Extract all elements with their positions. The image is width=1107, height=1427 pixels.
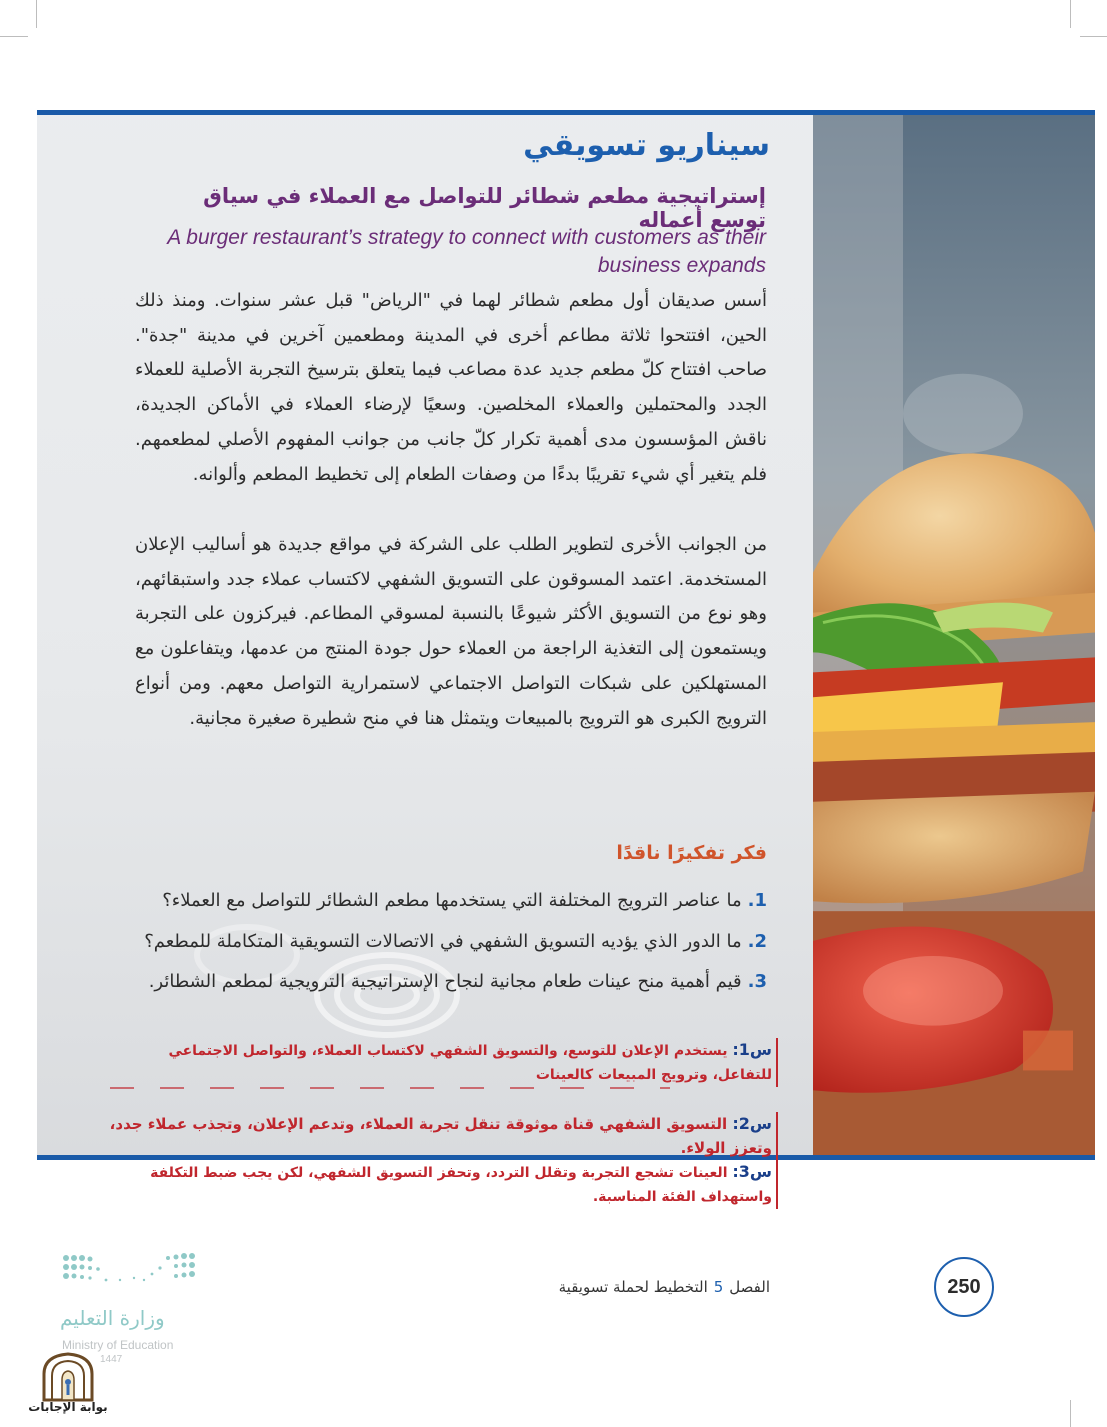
paragraph-1: أسس صديقان أول مطعم شطائر لهما في "الرياض" قبل عشر سنوات. ومنذ ذلك الحين، افتتحوا ثلاثة مطاعم أخرى في المدينة ومطعمين آخرين في مدينة "جدة". صاحب افتتاح كلّ مطعم جديد عدة مصاعب فيما يتعلق بترسيخ التجربة الأصلية للعملاء الجدد والمحتملين والعملاء المخلصين. وسعيًا لإرضاء العملاء في الأماكن الجديدة، ناقش المؤسسون مدى أهمية تكرار كلّ جانب من جوانب المفهوم الأصلي لمطعمهم. فلم يتغير أي شيء تقريبًا بدءًا من وصفات الطعام إلى تخطيط المطعم وألوانه. — [135, 290, 767, 485]
answer-3 — [108, 1160, 778, 1209]
crop-mark-bottom-right — [1070, 1400, 1071, 1427]
answer-1 — [108, 1038, 778, 1087]
watermark-label: بوابة الإجابات — [28, 1400, 108, 1414]
burger-photo — [813, 115, 1095, 1155]
answer-number: س3: — [732, 1162, 772, 1181]
question-text: ما عناصر الترويج المختلفة التي يستخدمها مطعم الشطائر للتواصل مع العملاء؟ — [162, 890, 742, 911]
answer-number: س2: — [732, 1114, 772, 1133]
question-2 — [135, 924, 767, 960]
gate-logo-icon — [40, 1352, 96, 1402]
answer-2 — [108, 1112, 778, 1160]
page-number: 250 — [934, 1257, 994, 1317]
question-text: ما الدور الذي يؤديه التسويق الشفهي في الاتصالات التسويقية المتكاملة للمطعم؟ — [144, 931, 742, 952]
chapter-label: الفصل — [729, 1278, 770, 1296]
subtitle-english: A burger restaurant’s strategy to connect with customers as their business expands — [167, 226, 766, 277]
question-number: 1. — [747, 890, 767, 911]
ministry-name-english: Ministry of Education — [62, 1338, 174, 1352]
answer-text: يستخدم الإعلان للتوسع، والتسويق الشفهي لاكتساب العملاء، والتواصل الاجتماعي للتفاعل، وترويج المبيعات كالعينات — [168, 1043, 772, 1083]
subtitle-arabic: إستراتيجية مطعم شطائر للتواصل مع العملاء في سياق توسع أعماله — [203, 184, 766, 232]
section-title: سيناريو تسويقي — [523, 128, 770, 163]
answer-text: العينات تشجع التجربة وتقلل التردد، وتحفز التسويق الشفهي، لكن يجب ضبط التكلفة واستهداف الفئة المناسبة. — [150, 1165, 772, 1205]
ministry-name-arabic: وزارة التعليم — [60, 1306, 165, 1330]
ministry-logo-icon — [60, 1250, 200, 1290]
crop-mark-top-left-h — [0, 36, 28, 37]
question-3 — [135, 964, 767, 1000]
chapter-number: 5 — [713, 1278, 724, 1296]
answer-number: س1: — [732, 1040, 772, 1059]
question-number: 2. — [747, 931, 767, 952]
question-number: 3. — [747, 971, 767, 992]
answer-underline-dashes — [110, 1086, 670, 1090]
crop-mark-top-right — [1070, 0, 1071, 28]
chapter-title: التخطيط لحملة تسويقية — [558, 1278, 708, 1296]
ministry-year: 1447 — [100, 1354, 123, 1365]
crop-mark-top-right-h — [1080, 36, 1107, 37]
crop-mark-top-left — [36, 0, 37, 28]
question-text: قيم أهمية منح عينات طعام مجانية لنجاح الإستراتيجية الترويجية لمطعم الشطائر. — [148, 971, 742, 992]
critical-thinking-title: فكر تفكيرًا ناقدًا — [616, 842, 767, 864]
footer-chapter — [480, 1278, 770, 1296]
paragraph-2: من الجوانب الأخرى لتطوير الطلب على الشركة في مواقع جديدة هو أساليب الإعلان المستخدمة. اعتمد المسوقون على التسويق الشفهي لاكتساب عملاء جدد واستبقائهم، وهو نوع من التسويق الأكثر شيوعًا بالنسبة لمسوقي المطاعم. فيركزون على التجربة ويستمعون إلى التغذية الراجعة من العملاء حول جودة المنتج من عدمها، ويتفاعلون مع المستهلكين على شبكات التواصل الاجتماعي لاستمرارية التواصل معهم. ومن أنواع الترويج الكبرى هو الترويج بالمبيعات ويتمثل هنا في منح شطيرة صغيرة مجانية. — [135, 534, 767, 729]
answer-text: التسويق الشفهي قناة موثوقة تنقل تجربة العملاء، وتدعم الإعلان، وتجذب عملاء جدد، وتعزز الولاء. — [109, 1115, 772, 1157]
question-1 — [135, 883, 767, 919]
